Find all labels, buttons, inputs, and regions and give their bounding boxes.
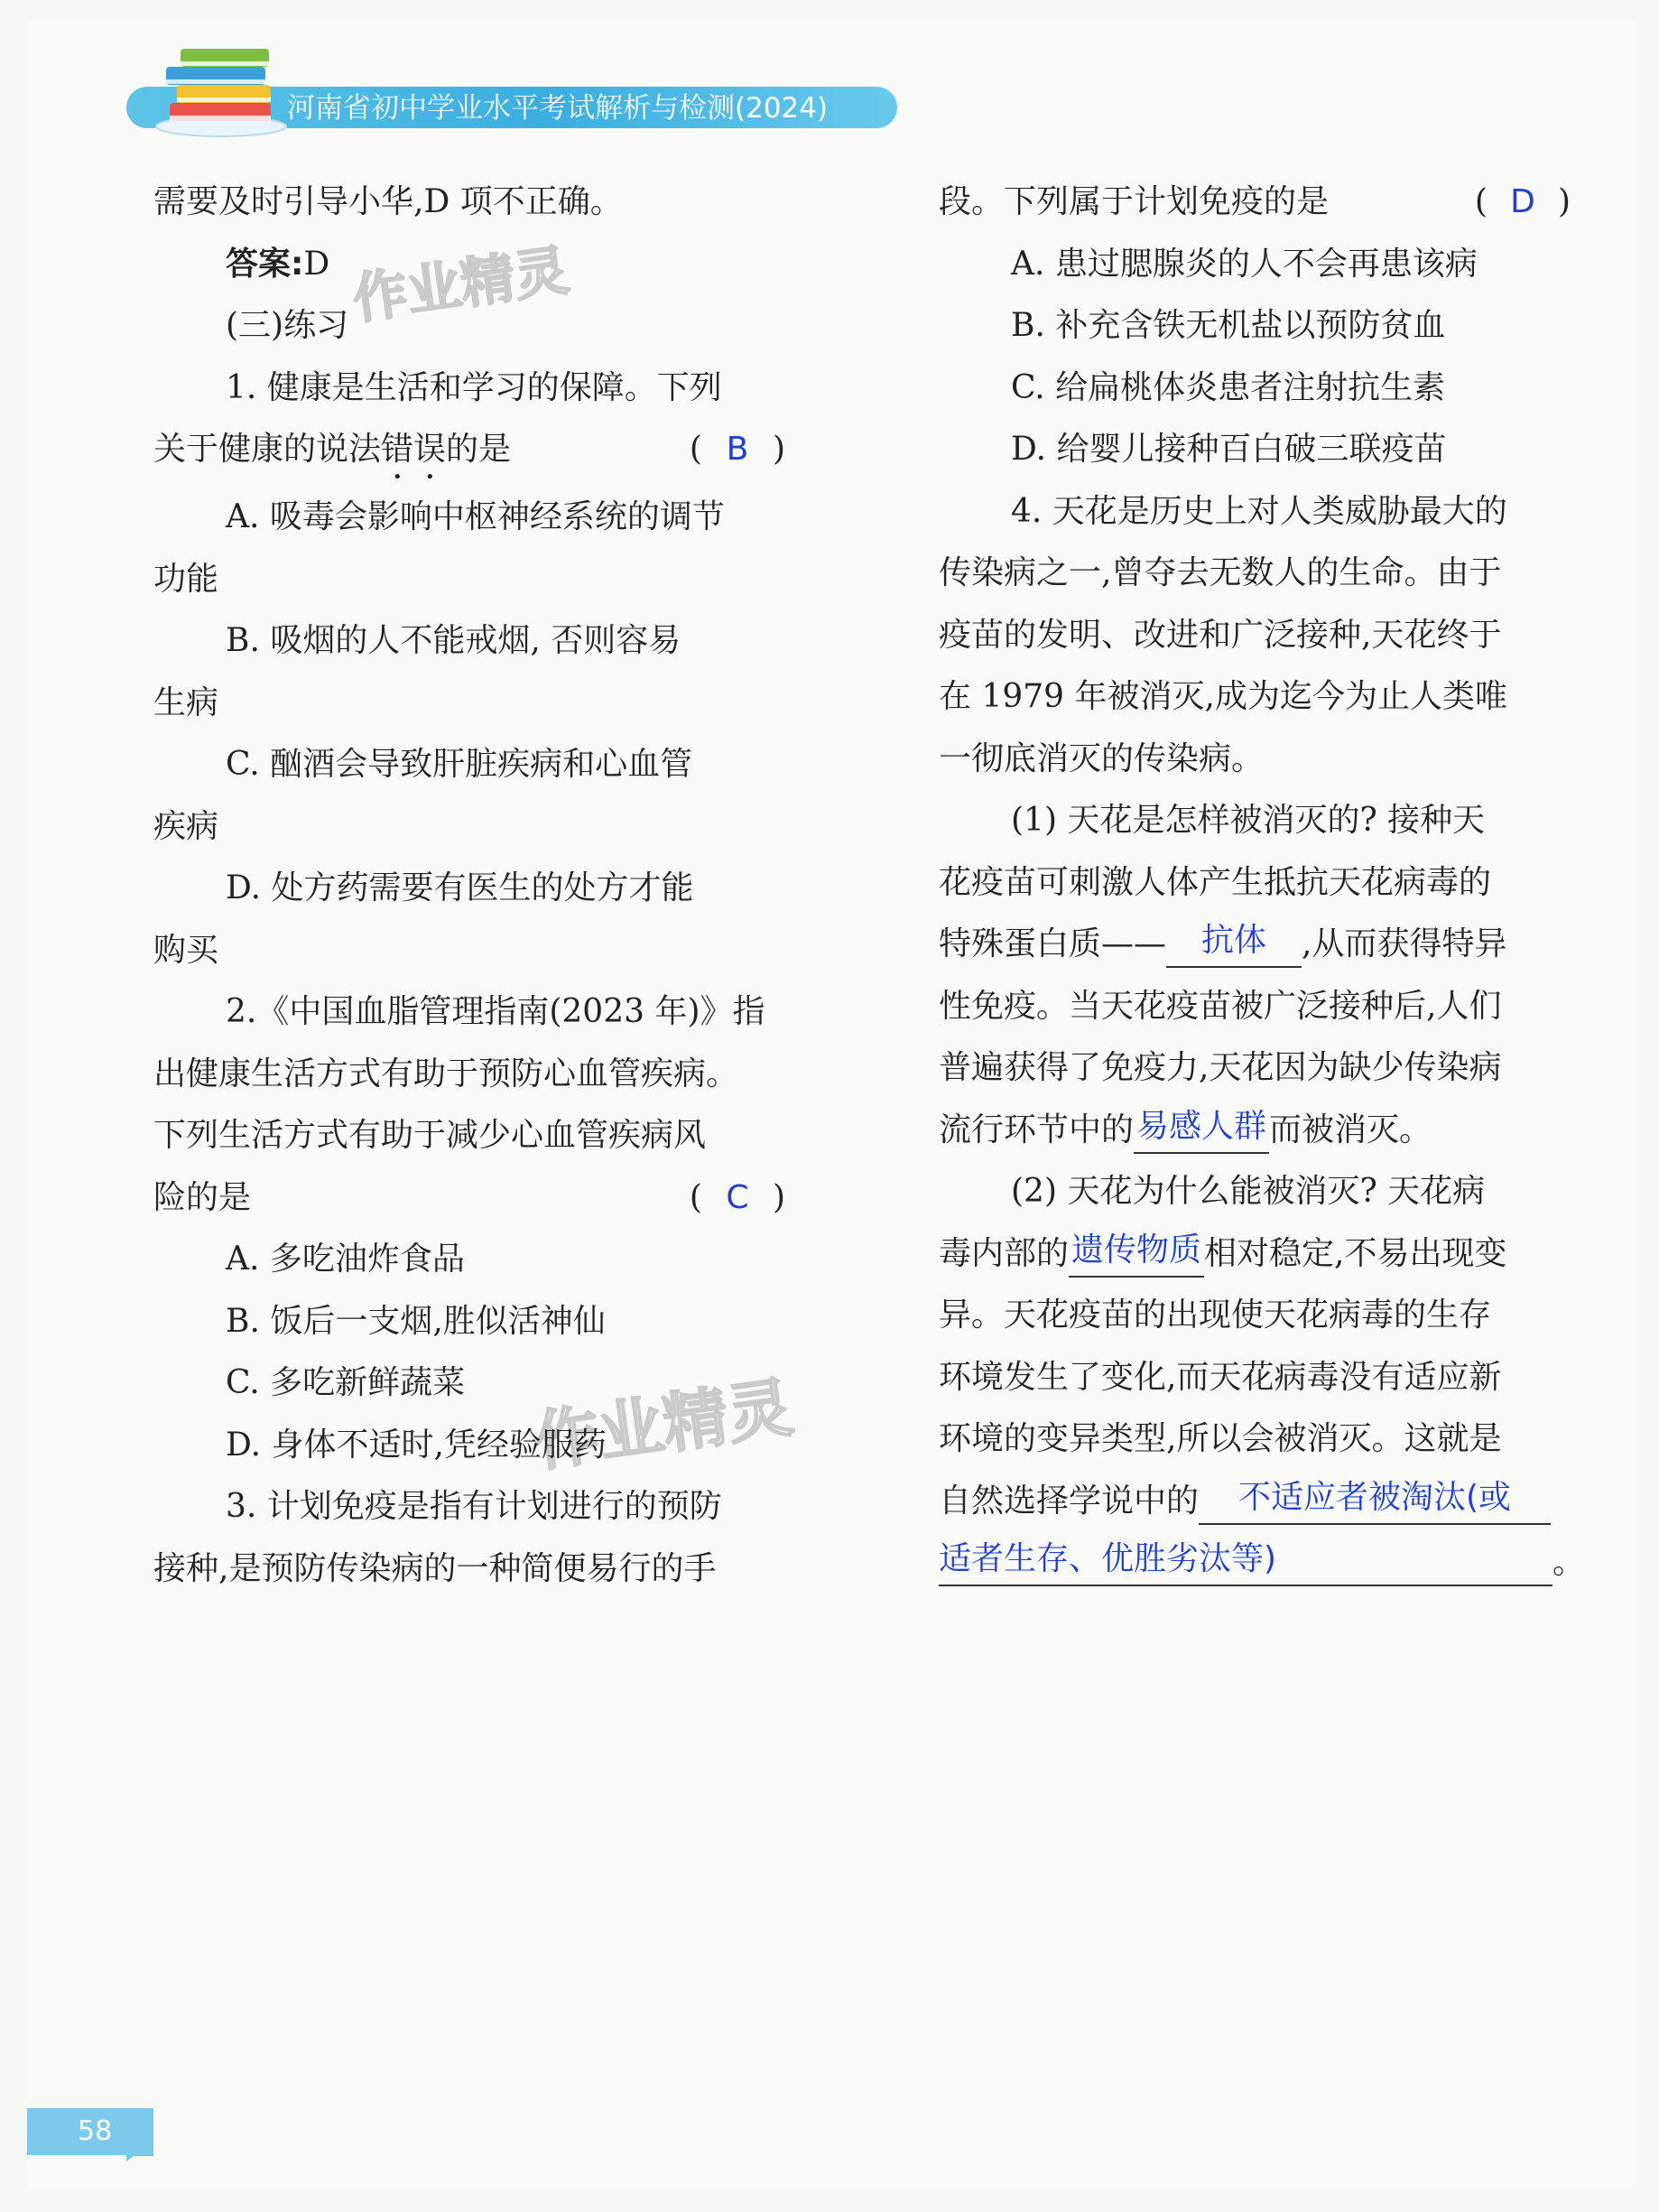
- sub-question-1: 普遍获得了免疫力,天花因为缺少传染病: [939, 1049, 1502, 1086]
- question-1-stem: 1. 健康是生活和学习的保障。下列: [226, 368, 722, 406]
- sub-question-2: 环境的变异类型,所以会被消灭。这就是: [939, 1420, 1502, 1457]
- sub-question-2: 适者生存、优胜劣汰等) 。: [939, 1532, 1571, 1594]
- option-c-cont: 疾病: [153, 807, 219, 845]
- sub-question-1: (1) 天花是怎样被消灭的? 接种天: [1011, 802, 1486, 839]
- question-1-stem: 关于健康的说法错误的是 ( B ): [153, 419, 785, 487]
- option-b-cont: 生病: [153, 683, 219, 721]
- section-heading: (三)练习: [226, 307, 349, 344]
- header-title: 河南省初中学业水平考试解析与检测(2024): [287, 92, 829, 125]
- sub-question-2: 异。天花疫苗的出现使天花病毒的生存: [939, 1297, 1492, 1334]
- question-4-stem: 疫苗的发明、改进和广泛接种,天花终于: [939, 616, 1502, 654]
- answer-line: [153, 234, 785, 296]
- option-c: C. 给扁桃体炎患者注射抗生素: [1011, 368, 1446, 406]
- handwritten-answer: 遗传物质: [1071, 1231, 1202, 1269]
- sub-question-2: 自然选择学说中的 不适应者被淘汰(或: [939, 1471, 1571, 1533]
- question-4-stem: 4. 天花是历史上对人类威胁最大的: [1011, 492, 1507, 530]
- handwritten-answer: D: [1510, 183, 1535, 220]
- answer-label: 答案:: [226, 245, 304, 283]
- books-stack-icon: [153, 43, 289, 137]
- option-c: C. 多吃新鲜蔬菜: [226, 1364, 466, 1401]
- answer-value: D: [303, 245, 330, 283]
- sub-question-1: 花疫苗可刺激人体产生抵抗天花病毒的: [939, 863, 1492, 901]
- answer-parentheses: ( D ): [1475, 172, 1571, 234]
- right-column: [939, 172, 1586, 1594]
- watermark: 作业精灵: [348, 238, 573, 332]
- option-a: A. 吸毒会影响中枢神经系统的调节: [226, 498, 725, 535]
- fill-blank: [939, 1534, 1552, 1586]
- handwritten-answer: 不适应者被淘汰(或: [1237, 1478, 1512, 1516]
- sub-question-1: 特殊蛋白质—— 抗体 ,从而获得特异: [939, 914, 1571, 976]
- question-4-stem: 在 1979 年被消灭,成为迄今为止人类唯: [939, 678, 1507, 715]
- fill-blank: [1199, 1473, 1551, 1525]
- left-column: [153, 172, 785, 1600]
- fill-blank: [1134, 1101, 1269, 1154]
- option-b: B. 补充含铁无机盐以预防贫血: [1011, 307, 1446, 344]
- sub-question-2: (2) 天花为什么能被消灭? 天花病: [1011, 1173, 1486, 1210]
- option-d: D. 处方药需要有医生的处方才能: [226, 869, 694, 906]
- option-a: A. 患过腮腺炎的人不会再患该病: [1011, 245, 1478, 283]
- question-4-stem: 传染病之一,曾夺去无数人的生命。由于: [939, 554, 1502, 591]
- handwritten-answer: 易感人群: [1136, 1107, 1267, 1145]
- option-d-cont: 购买: [153, 931, 219, 969]
- handwritten-answer: 抗体: [1201, 922, 1267, 959]
- question-2-stem: 2.《中国血脂管理指南(2023 年)》指: [226, 993, 765, 1030]
- handwritten-answer: B: [726, 431, 749, 468]
- option-a-cont: 功能: [153, 560, 219, 598]
- question-4-stem: 一彻底消灭的传染病。: [939, 739, 1265, 777]
- sub-question-2: 毒内部的遗传物质相对稳定,不易出现变: [939, 1223, 1571, 1286]
- question-3-stem: 3. 计划免疫是指有计划进行的预防: [226, 1488, 722, 1525]
- sub-question-1: 性免疫。当天花疫苗被广泛接种后,人们: [939, 987, 1502, 1025]
- question-2-stem: 下列生活方式有助于减少心血管疾病风: [153, 1117, 707, 1154]
- option-d: D. 给婴儿接种百白破三联疫苗: [1011, 431, 1447, 468]
- option-b: B. 饭后一支烟,胜似活神仙: [226, 1302, 606, 1340]
- fill-blank: [1166, 915, 1302, 968]
- option-d: D. 身体不适时,凭经验服药: [226, 1426, 607, 1464]
- sub-question-1: 流行环节中的易感人群而被消灭。: [939, 1100, 1571, 1162]
- question-2-stem: 出健康生活方式有助于预防心血管疾病。: [153, 1055, 739, 1092]
- emphasis-text: 错误: [381, 431, 447, 468]
- option-a: A. 多吃油炸食品: [226, 1241, 465, 1278]
- answer-parentheses: ( B ): [690, 419, 785, 481]
- question-3-stem: 段。下列属于计划免疫的是 ( D ): [939, 172, 1571, 234]
- handwritten-answer: 适者生存、优胜劣汰等): [939, 1540, 1277, 1577]
- question-2-stem: 险的是 ( C ): [153, 1167, 785, 1230]
- fill-blank: [1069, 1225, 1204, 1278]
- text-line: 需要及时引导小华,D 项不正确。: [153, 183, 623, 220]
- option-b: B. 吸烟的人不能戒烟, 否则容易: [226, 622, 681, 659]
- answer-parentheses: ( C ): [690, 1167, 785, 1230]
- watermark: 作业精灵: [529, 1369, 798, 1481]
- handwritten-answer: C: [726, 1178, 749, 1216]
- option-c: C. 酗酒会导致肝脏疾病和心血管: [226, 746, 693, 783]
- question-3-stem: 接种,是预防传染病的一种简便易行的手: [153, 1549, 717, 1587]
- page-number: 58: [27, 2108, 153, 2155]
- sub-question-2: 环境发生了变化,而天花病毒没有适应新: [939, 1358, 1502, 1396]
